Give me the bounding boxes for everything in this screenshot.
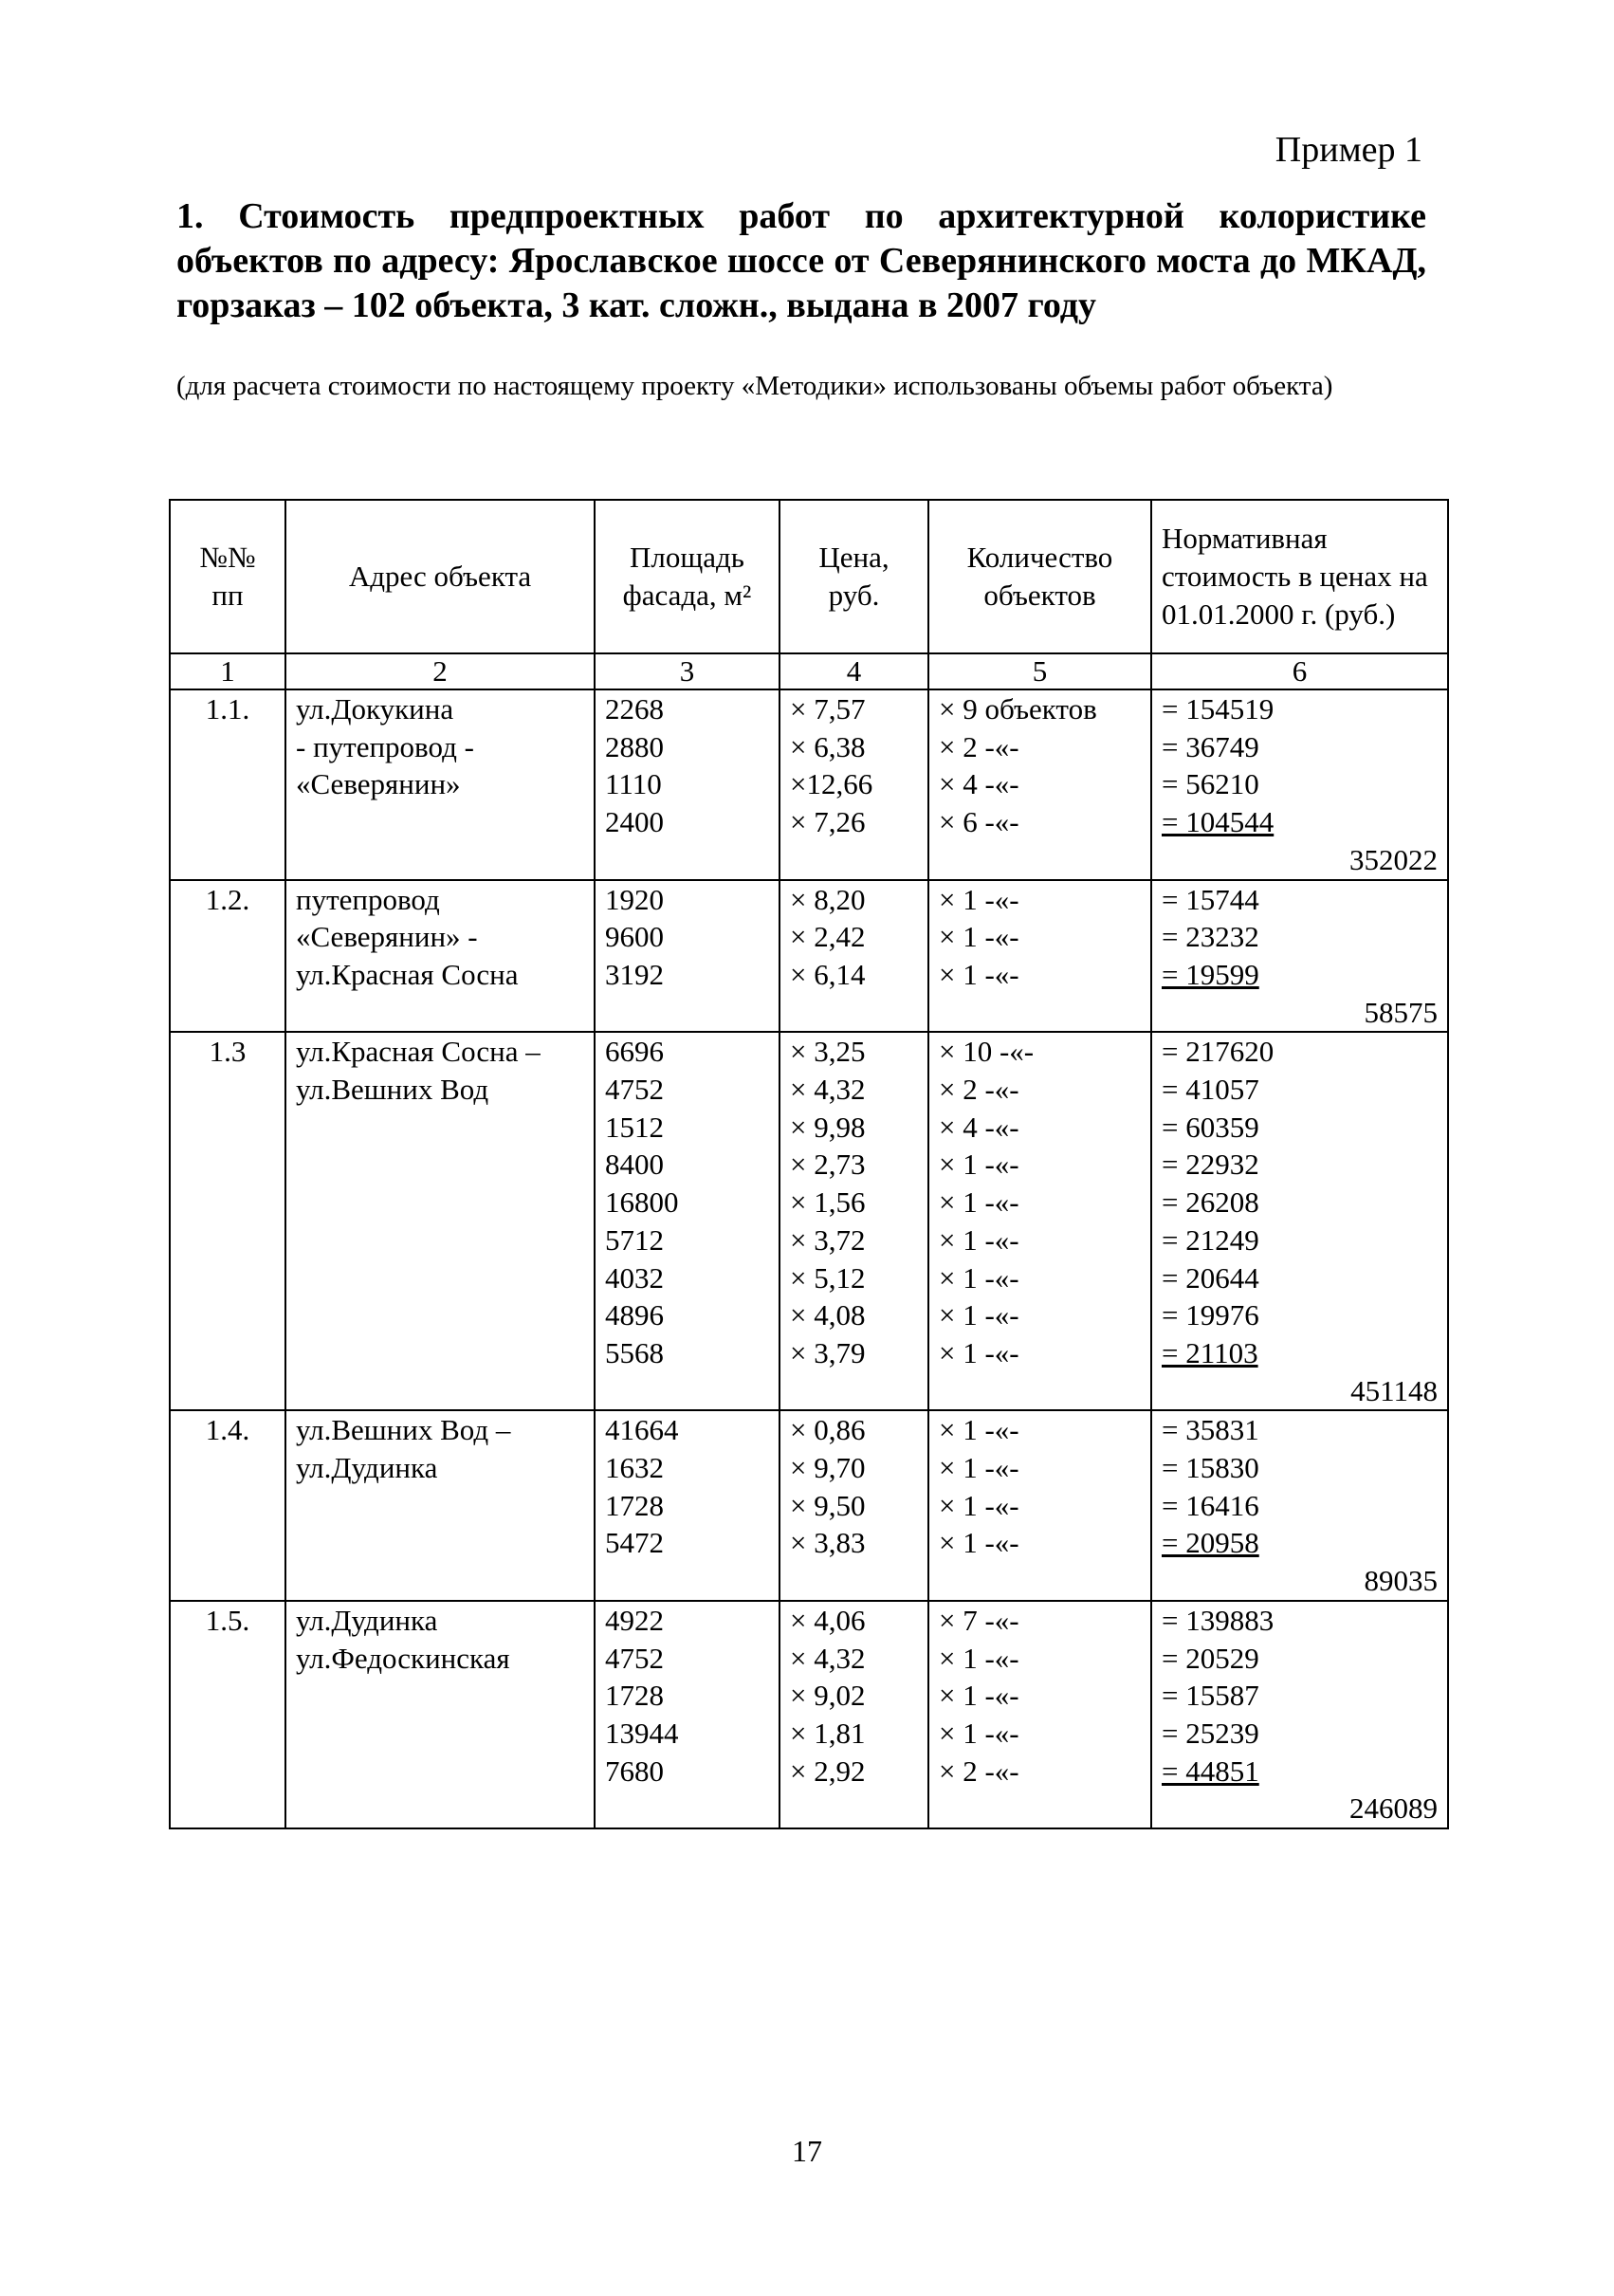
object-count-value: × 1 -«- [939,882,1019,916]
column-number: 1 [170,653,285,689]
facade-area-value: 8400 [605,1148,664,1182]
cost-value: = 36749 [1162,729,1259,763]
cost-value: = 104544 [1162,805,1275,839]
cost-value: = 22932 [1162,1148,1259,1182]
cost-value: = 139883 [1162,1603,1275,1637]
cost-table [169,499,1449,1829]
price-value: × 3,79 [790,1335,866,1369]
price-value: × 7,57 [790,692,866,726]
object-count-value: × 1 -«- [939,1298,1019,1332]
address-line: ул.Вешних Вод – [296,1413,511,1447]
cost-value: = 20529 [1162,1641,1259,1675]
address-line: «Северянин» - [296,920,478,954]
facade-area-value: 1728 [605,1488,664,1522]
section-total: 246089 [1349,1791,1438,1826]
price-value: × 1,81 [790,1716,866,1750]
cost-value: = 19976 [1162,1298,1259,1332]
price-value: × 3,72 [790,1222,866,1257]
object-count-value: × 1 -«- [939,1335,1019,1369]
object-count-value: × 1 -«- [939,1148,1019,1182]
object-count-value: × 1 -«- [939,1222,1019,1257]
object-count-value: × 1 -«- [939,1679,1019,1713]
section-total: 352022 [1349,842,1438,876]
facade-area-value: 1512 [605,1110,664,1144]
facade-area-value: 5472 [605,1526,664,1560]
cost-value: = 21249 [1162,1222,1259,1257]
address-line: ул.Докукина [296,692,454,726]
cost-value: = 217620 [1162,1035,1275,1069]
facade-area-value: 3192 [605,957,664,991]
object-count-value: × 1 -«- [939,1488,1019,1522]
cost-value: = 154519 [1162,692,1275,726]
cost-value: = 20644 [1162,1260,1259,1295]
table-row [170,880,1448,1033]
header-facade-area: Площадь фасада, м² [595,500,779,653]
cost-value: = 35831 [1162,1413,1259,1447]
price-value: × 5,12 [790,1260,866,1295]
object-count-value: × 10 -«- [939,1035,1035,1069]
table-row [170,689,1448,880]
section-total: 58575 [1364,995,1438,1029]
price-cell [779,880,928,1033]
address-line: - путепровод - [296,729,474,763]
facade-area-value: 4896 [605,1298,664,1332]
object-count-value: × 6 -«- [939,805,1019,839]
price-value: × 9,50 [790,1488,866,1522]
cost-value: = 20958 [1162,1526,1259,1560]
address-line: ул.Дудинка [296,1451,438,1485]
price-cell [779,1032,928,1410]
cost-value: = 56210 [1162,767,1259,801]
address-line: ул.Красная Сосна – [296,1035,541,1069]
column-number: 4 [779,653,928,689]
object-count-value: × 1 -«- [939,1641,1019,1675]
price-value: × 4,32 [790,1073,866,1107]
facade-area-value: 1632 [605,1451,664,1485]
column-number-row [170,653,1448,689]
row-number: 1.5. [170,1601,285,1828]
price-value: × 0,86 [790,1413,866,1447]
header-address: Адрес объекта [285,500,595,653]
price-value: × 2,42 [790,920,866,954]
cost-value: = 16416 [1162,1488,1259,1522]
object-count-cell [928,1410,1151,1601]
object-count-value: × 1 -«- [939,1451,1019,1485]
facade-area-value: 4752 [605,1641,664,1675]
header-object-count: Количество объектов [928,500,1151,653]
cost-value: = 15587 [1162,1679,1259,1713]
price-value: × 6,14 [790,957,866,991]
price-value: × 4,06 [790,1603,866,1637]
object-count-cell [928,1032,1151,1410]
normative-cost-cell [1151,880,1448,1033]
facade-area-cell [595,1601,779,1828]
object-count-value: × 2 -«- [939,1073,1019,1107]
facade-area-value: 6696 [605,1035,664,1069]
price-value: × 6,38 [790,729,866,763]
address-cell [285,1032,595,1410]
facade-area-value: 2400 [605,805,664,839]
object-count-value: × 1 -«- [939,920,1019,954]
object-count-cell [928,689,1151,880]
facade-area-cell [595,689,779,880]
cost-value: = 26208 [1162,1185,1259,1220]
price-value: × 9,70 [790,1451,866,1485]
address-cell [285,1601,595,1828]
address-line: ул.Федоскинская [296,1641,510,1675]
cost-value: = 25239 [1162,1716,1259,1750]
facade-area-value: 9600 [605,920,664,954]
facade-area-value: 4752 [605,1073,664,1107]
address-line: ул.Вешних Вод [296,1073,489,1107]
object-count-value: × 4 -«- [939,767,1019,801]
facade-area-value: 1920 [605,882,664,916]
price-value: × 9,02 [790,1679,866,1713]
facade-area-value: 5568 [605,1335,664,1369]
table-row [170,1601,1448,1828]
facade-area-value: 2268 [605,692,664,726]
table-header-row [170,500,1448,653]
price-value: ×12,66 [790,767,873,801]
cost-value: = 21103 [1162,1335,1258,1369]
facade-area-value: 2880 [605,729,664,763]
price-value: × 7,26 [790,805,866,839]
facade-area-value: 4922 [605,1603,664,1637]
table-row [170,1032,1448,1410]
object-count-value: × 1 -«- [939,1260,1019,1295]
address-cell [285,880,595,1033]
object-count-value: × 9 объектов [939,692,1097,726]
header-price: Цена, руб. [779,500,928,653]
price-value: × 3,83 [790,1526,866,1560]
page-number: 17 [792,2134,822,2168]
price-value: × 4,08 [790,1298,866,1332]
price-value: × 2,73 [790,1148,866,1182]
object-count-value: × 1 -«- [939,957,1019,991]
column-number: 2 [285,653,595,689]
price-value: × 3,25 [790,1035,866,1069]
object-count-cell [928,880,1151,1033]
address-line: «Северянин» [296,767,461,801]
object-count-value: × 4 -«- [939,1110,1019,1144]
object-count-value: × 2 -«- [939,729,1019,763]
address-cell [285,689,595,880]
normative-cost-cell [1151,1032,1448,1410]
facade-area-value: 41664 [605,1413,679,1447]
price-value: × 1,56 [790,1185,866,1220]
column-number: 5 [928,653,1151,689]
facade-area-value: 1728 [605,1679,664,1713]
table-row [170,1410,1448,1601]
facade-area-value: 4032 [605,1260,664,1295]
price-value: × 4,32 [790,1641,866,1675]
address-line: ул.Дудинка [296,1603,438,1637]
calculation-note: (для расчета стоимости по настоящему проекту «Методики» использованы объемы работ объекта) [176,371,1333,401]
cost-value: = 60359 [1162,1110,1259,1144]
price-cell [779,689,928,880]
table-body [170,689,1448,1828]
price-value: × 9,98 [790,1110,866,1144]
example-label: Пример 1 [1275,130,1422,170]
row-number: 1.1. [170,689,285,880]
cost-value: = 23232 [1162,920,1259,954]
address-cell [285,1410,595,1601]
row-number: 1.4. [170,1410,285,1601]
price-value: × 8,20 [790,882,866,916]
facade-area-cell [595,1032,779,1410]
cost-value: = 15830 [1162,1451,1259,1485]
price-cell [779,1410,928,1601]
section-total: 451148 [1350,1373,1438,1407]
normative-cost-cell [1151,1410,1448,1601]
facade-area-cell [595,880,779,1033]
cost-value: = 41057 [1162,1073,1259,1107]
normative-cost-cell [1151,689,1448,880]
section-total: 89035 [1364,1564,1438,1598]
facade-area-value: 1110 [605,767,662,801]
facade-area-value: 5712 [605,1222,664,1257]
object-count-value: × 1 -«- [939,1716,1019,1750]
normative-cost-cell [1151,1601,1448,1828]
header-normative-cost: Нормативная стоимость в ценах на 01.01.2000 г. (руб.) [1151,500,1448,653]
object-count-value: × 1 -«- [939,1526,1019,1560]
object-count-cell [928,1601,1151,1828]
cost-value: = 44851 [1162,1754,1259,1788]
row-number: 1.3 [170,1032,285,1410]
section-heading: 1. Стоимость предпроектных работ по архитектурной колористике объектов по адресу: Ярославское шоссе от Северянинского моста до МКАД, горзаказ – 102 объекта, 3 кат. сложн., выдана в 2007 году [176,196,1426,325]
facade-area-value: 7680 [605,1754,664,1788]
object-count-value: × 7 -«- [939,1603,1019,1637]
column-number: 6 [1151,653,1448,689]
column-number: 3 [595,653,779,689]
cost-value: = 15744 [1162,882,1259,916]
header-number: №№ пп [170,500,285,653]
address-line: путепровод [296,882,440,916]
row-number: 1.2. [170,880,285,1033]
object-count-value: × 1 -«- [939,1185,1019,1220]
object-count-value: × 2 -«- [939,1754,1019,1788]
cost-value: = 19599 [1162,957,1259,991]
price-cell [779,1601,928,1828]
facade-area-value: 16800 [605,1185,679,1220]
facade-area-value: 13944 [605,1716,679,1750]
object-count-value: × 1 -«- [939,1413,1019,1447]
address-line: ул.Красная Сосна [296,957,519,991]
price-value: × 2,92 [790,1754,866,1788]
facade-area-cell [595,1410,779,1601]
